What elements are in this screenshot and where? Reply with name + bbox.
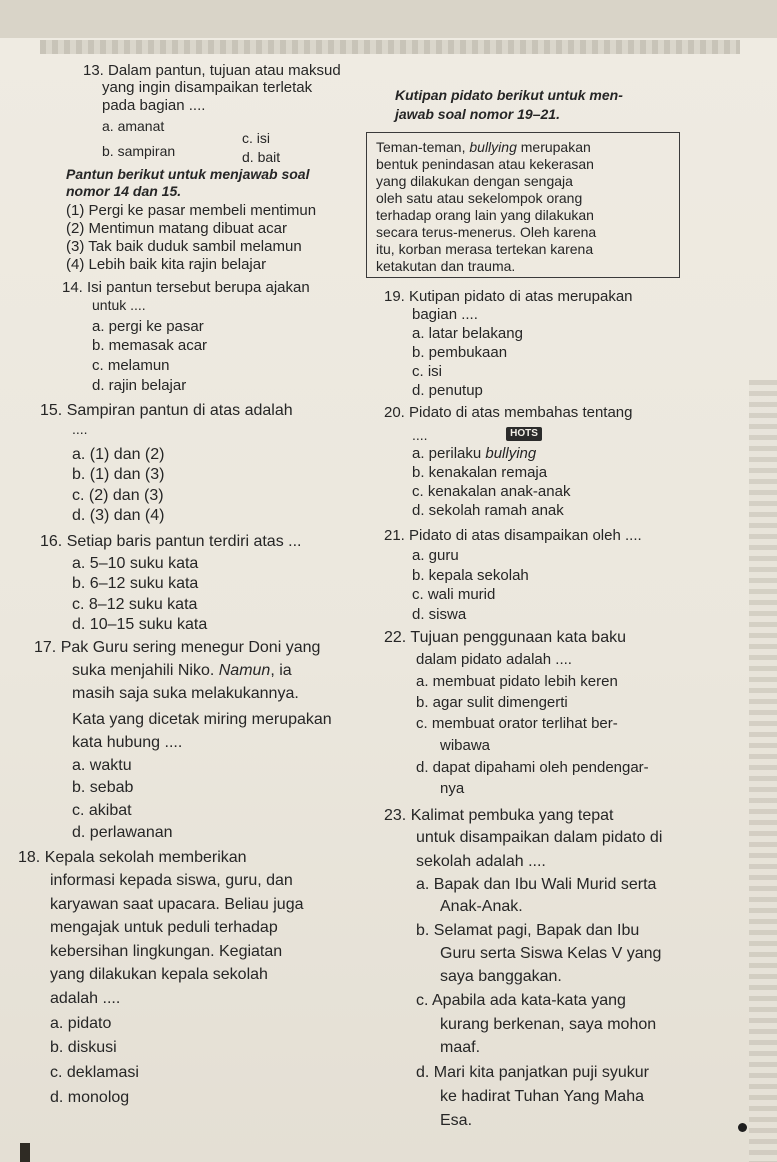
text-line: b. diskusi (50, 1039, 117, 1056)
text-line: 17. Pak Guru sering menegur Doni yang (34, 639, 321, 656)
text-line: karyawan saat upacara. Beliau juga (50, 896, 304, 913)
text-line: a. guru (412, 547, 459, 564)
text-line: a. (1) dan (2) (72, 446, 165, 463)
text-line: d. dapat dipahami oleh pendengar- (416, 759, 649, 776)
text-line: adalah .... (50, 990, 121, 1007)
text-line: ketakutan dan trauma. (376, 258, 516, 274)
text-line: Kata yang dicetak miring merupakan (72, 711, 332, 728)
text-line: informasi kepada siswa, guru, dan (50, 872, 293, 889)
text-line: 13. Dalam pantun, tujuan atau maksud (83, 62, 341, 79)
page-edge-shadow (749, 380, 777, 1162)
text-line: c. Apabila ada kata-kata yang (416, 992, 626, 1009)
text-line: c. deklamasi (50, 1064, 139, 1081)
text-line: b. kepala sekolah (412, 567, 529, 584)
text-line: b. kenakalan remaja (412, 464, 548, 481)
text-line: jawab soal nomor 19–21. (395, 106, 560, 122)
text-line: d. rajin belajar (92, 377, 187, 394)
text-line: 23. Kalimat pembuka yang tepat (384, 807, 614, 824)
text-line: 15. Sampiran pantun di atas adalah (40, 402, 293, 419)
text-line: b. sebab (72, 779, 134, 796)
text-line: .... (412, 427, 428, 443)
text-line: untuk .... (92, 297, 146, 313)
text-line: 22. Tujuan penggunaan kata baku (384, 629, 626, 646)
text-line: a. latar belakang (412, 325, 523, 342)
text-line: a. Bapak dan Ibu Wali Murid serta (416, 876, 657, 893)
text-line: terhadap orang lain yang dilakukan (376, 207, 594, 223)
text-line: bagian .... (412, 306, 478, 323)
text-line: itu, korban merasa tertekan karena (376, 241, 594, 257)
ink-smudge (20, 1143, 30, 1162)
text-line: c. melamun (92, 357, 170, 374)
text-line: oleh satu atau sekelompok orang (376, 190, 583, 206)
text-line: nomor 14 dan 15. (66, 183, 182, 199)
text-line: d. 10–15 suku kata (72, 616, 208, 633)
text-line: c. isi (412, 363, 442, 380)
text-line: kebersihan lingkungan. Kegiatan (50, 943, 283, 960)
text-line: 19. Kutipan pidato di atas merupakan (384, 288, 633, 305)
text-line: 14. Isi pantun tersebut berupa ajakan (62, 279, 310, 296)
text-line: d. bait (242, 149, 281, 165)
text-line: c. (2) dan (3) (72, 487, 164, 504)
text-line: a. pidato (50, 1015, 112, 1032)
text-line: pada bagian .... (102, 97, 206, 114)
text-line: .... (72, 421, 88, 437)
text-line: c. membuat orator terlihat ber- (416, 715, 618, 732)
text-line: b. pembukaan (412, 344, 508, 361)
text-line: c. kenakalan anak-anak (412, 483, 571, 500)
text-segment: , ia (270, 662, 292, 679)
text-line: nya (440, 780, 465, 797)
text-line: wibawa (440, 737, 491, 754)
text-line: b. (1) dan (3) (72, 466, 165, 483)
text-line: sekolah adalah .... (416, 853, 546, 870)
italic-word: Namun (218, 662, 271, 679)
text-line: ke hadirat Tuhan Yang Maha (440, 1088, 644, 1105)
text-line: 18. Kepala sekolah memberikan (18, 849, 247, 866)
text-line: b. Selamat pagi, Bapak dan Ibu (416, 922, 640, 939)
text-line: saya banggakan. (440, 968, 562, 985)
text-line: c. wali murid (412, 586, 496, 603)
text-segment: suka menjahili Niko. (72, 662, 219, 679)
text-line: yang dilakukan dengan sengaja (376, 173, 573, 189)
text-line: a. pergi ke pasar (92, 318, 204, 335)
text-line: Kutipan pidato berikut untuk men- (395, 87, 623, 103)
text-line: Pantun berikut untuk menjawab soal (66, 166, 310, 182)
text-line: 21. Pidato di atas disampaikan oleh .... (384, 527, 642, 544)
text-line: d. perlawanan (72, 824, 173, 841)
text-line: dalam pidato adalah .... (416, 651, 572, 668)
text-line: c. akibat (72, 802, 132, 819)
text-line: b. 6–12 suku kata (72, 575, 199, 592)
text-line: d. monolog (50, 1089, 130, 1106)
text-line: b. memasak acar (92, 337, 208, 354)
text-line: Esa. (440, 1112, 473, 1129)
ink-dot (738, 1123, 747, 1132)
text-line: secara terus-menerus. Oleh karena (376, 224, 597, 240)
text-line: Anak-Anak. (440, 898, 523, 915)
text-line: d. penutup (412, 382, 483, 399)
text-line: d. Mari kita panjatkan puji syukur (416, 1064, 649, 1081)
text-line: 16. Setiap baris pantun terdiri atas ... (40, 533, 302, 550)
text-line: (1) Pergi ke pasar membeli mentimun (66, 202, 317, 219)
italic-word: bullying (469, 139, 517, 155)
text-line: d. (3) dan (4) (72, 507, 165, 524)
text-line: Guru serta Siswa Kelas V yang (440, 945, 662, 962)
text-line: (3) Tak baik duduk sambil melamun (66, 238, 302, 255)
text-line: c. 8–12 suku kata (72, 596, 198, 613)
hots-badge: HOTS (506, 427, 542, 441)
text-line: masih saja suka melakukannya. (72, 685, 299, 702)
text-segment: merupakan (516, 139, 591, 155)
text-line: b. agar sulit dimengerti (416, 694, 568, 711)
text-line: yang ingin disampaikan terletak (102, 79, 313, 96)
text-line: d. sekolah ramah anak (412, 502, 564, 519)
text-segment: a. perilaku (412, 445, 486, 462)
text-line: yang dilakukan kepala sekolah (50, 966, 268, 983)
text-line: (2) Mentimun matang dibuat acar (66, 220, 287, 237)
text-line (72, 663, 292, 679)
text-line (412, 446, 536, 461)
text-line: a. 5–10 suku kata (72, 555, 199, 572)
text-line: a. waktu (72, 757, 132, 774)
text-line: maaf. (440, 1039, 481, 1056)
text-line: a. membuat pidato lebih keren (416, 673, 618, 690)
text-line: a. amanat (102, 118, 165, 134)
text-line: bentuk penindasan atau kekerasan (376, 156, 594, 172)
text-line: untuk disampaikan dalam pidato di (416, 829, 663, 846)
italic-word: bullying (485, 445, 537, 462)
text-line: d. siswa (412, 606, 467, 623)
text-line: 20. Pidato di atas membahas tentang (384, 404, 633, 421)
torn-top-edge (40, 40, 740, 54)
text-line: b. sampiran (102, 143, 176, 159)
text-line: kurang berkenan, saya mohon (440, 1016, 657, 1033)
text-segment: Teman-teman, (376, 139, 470, 155)
text-line: mengajak untuk peduli terhadap (50, 919, 278, 936)
text-line (376, 140, 591, 154)
text-line: kata hubung .... (72, 734, 183, 751)
text-line: (4) Lebih baik kita rajin belajar (66, 256, 267, 273)
text-line: c. isi (242, 130, 270, 146)
